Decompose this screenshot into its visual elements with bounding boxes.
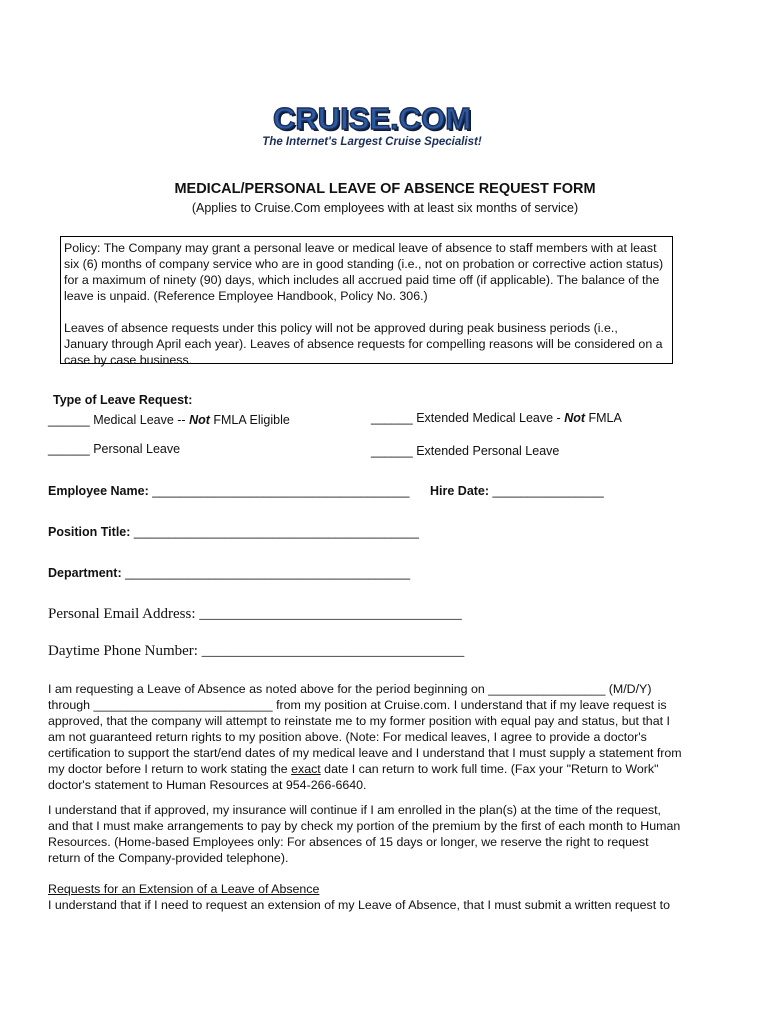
body-line: doctor's statement to Human Resources at 954-266-6640. bbox=[48, 778, 367, 792]
extension-heading: Requests for an Extension of a Leave of Absence bbox=[48, 882, 320, 896]
cruise-logo bbox=[262, 102, 482, 148]
policy-paragraph-2 bbox=[64, 320, 669, 368]
medical-leave-option[interactable] bbox=[48, 413, 290, 427]
extended-medical-leave-label: Extended Medical Leave - bbox=[412, 411, 565, 425]
body-line: and that I must make arrangements to pay by check my portion of the premium by the first of each month to Human bbox=[48, 819, 681, 833]
extended-personal-leave-option[interactable] bbox=[371, 444, 559, 458]
hire-date-label: Hire Date: bbox=[430, 484, 490, 498]
logo-tagline: The Internet's Largest Cruise Specialist! bbox=[262, 136, 482, 148]
extended-personal-leave-label: Extended Personal Leave bbox=[412, 444, 560, 458]
extended-medical-leave-suffix: FMLA bbox=[585, 411, 622, 425]
medical-leave-not: Not bbox=[189, 413, 210, 427]
body-line: certification to support the start/end dates of my medical leave and I understand that I must supply a statement from bbox=[48, 746, 682, 760]
extended-medical-leave-option[interactable] bbox=[371, 411, 622, 425]
body-line: date I can return to work full time. (Fax your "Return to Work" bbox=[320, 762, 659, 776]
position-title-field[interactable]: _________________________________________ bbox=[133, 525, 419, 539]
request-paragraph bbox=[48, 681, 698, 793]
logo-wordmark: CRUISE.COM bbox=[272, 101, 472, 136]
policy-line: leave is unpaid. (Reference Employee Handbook, Policy No. 306.) bbox=[64, 289, 428, 303]
employee-name-label: Employee Name: bbox=[48, 484, 149, 498]
body-line: return of the Company-provided telephone). bbox=[48, 851, 289, 865]
hire-date-row bbox=[430, 484, 604, 498]
medical-leave-label: Medical Leave -- bbox=[89, 413, 190, 427]
body-line: I am requesting a Leave of Absence as noted above for the period beginning on _________________ (M/D/Y) bbox=[48, 682, 652, 696]
email-field[interactable]: ___________________________________ bbox=[199, 606, 462, 622]
policy-box bbox=[60, 236, 673, 367]
policy-line: six (6) months of company service who are in good standing (i.e., not on probation or corrective action status) bbox=[64, 257, 664, 271]
leave-type-heading: Type of Leave Request: bbox=[53, 393, 193, 407]
position-title-row bbox=[48, 525, 419, 539]
body-line: Resources. (Home-based Employees only: For absences of 15 days or longer, we reserve the right to request bbox=[48, 835, 649, 849]
policy-line: case by case business. bbox=[64, 353, 193, 367]
policy-line: Leaves of absence requests under this policy will not be approved during peak business periods (i.e., bbox=[64, 321, 618, 335]
email-row bbox=[48, 606, 462, 623]
policy-line: for a maximum of ninety (90) days, which includes all accrued paid time off (if applicable). The balance of the bbox=[64, 273, 660, 287]
form-title: MEDICAL/PERSONAL LEAVE OF ABSENCE REQUEST FORM bbox=[174, 181, 596, 197]
body-line: I understand that if I need to request an extension of my Leave of Absence, that I must submit a written request to bbox=[48, 898, 670, 912]
body-line: am not guaranteed return rights to my position above. (Note: For medical leaves, I agree to provide a doctor's bbox=[48, 730, 647, 744]
position-title-label: Position Title: bbox=[48, 525, 131, 539]
employee-name-field[interactable]: _____________________________________ bbox=[152, 484, 410, 498]
medical-leave-suffix: FMLA Eligible bbox=[209, 413, 290, 427]
extended-medical-leave-blank[interactable]: ______ bbox=[371, 411, 413, 425]
form-subtitle: (Applies to Cruise.Com employees with at least six months of service) bbox=[191, 201, 579, 215]
phone-row bbox=[48, 643, 464, 660]
phone-label: Daytime Phone Number: bbox=[48, 643, 198, 659]
department-field[interactable]: _________________________________________ bbox=[125, 566, 411, 580]
employee-name-row bbox=[48, 484, 409, 498]
phone-field[interactable]: ___________________________________ bbox=[201, 643, 465, 659]
policy-paragraph-1 bbox=[64, 240, 669, 304]
insurance-paragraph bbox=[48, 802, 698, 866]
personal-leave-label: Personal Leave bbox=[89, 442, 181, 456]
body-line: through __________________________ from my position at Cruise.com. I understand that if my leave request is bbox=[48, 698, 667, 712]
body-line: approved, that the company will attempt to reinstate me to my former position with equal pay and status, but that I bbox=[48, 714, 670, 728]
personal-leave-option[interactable] bbox=[48, 442, 180, 456]
extended-medical-leave-not: Not bbox=[564, 411, 586, 425]
exact-emphasis: exact bbox=[291, 762, 321, 776]
email-label: Personal Email Address: bbox=[48, 606, 196, 622]
body-line: I understand that if approved, my insurance will continue if I am enrolled in the plan(s) at the time of the request, bbox=[48, 803, 661, 817]
personal-leave-blank[interactable]: ______ bbox=[48, 442, 90, 456]
extension-section bbox=[48, 881, 698, 913]
hire-date-field[interactable]: ________________ bbox=[492, 484, 604, 498]
policy-line: January through April each year). Leaves of absence requests for compelling reasons will be considered on a bbox=[64, 337, 663, 351]
department-label: Department: bbox=[48, 566, 122, 580]
extended-personal-leave-blank[interactable]: ______ bbox=[371, 444, 413, 458]
body-line: my doctor before I return to work stating the bbox=[48, 762, 292, 776]
department-row bbox=[48, 566, 410, 580]
medical-leave-blank[interactable]: ______ bbox=[48, 413, 90, 427]
policy-line: Policy: The Company may grant a personal leave or medical leave of absence to staff members with at least bbox=[64, 241, 657, 255]
